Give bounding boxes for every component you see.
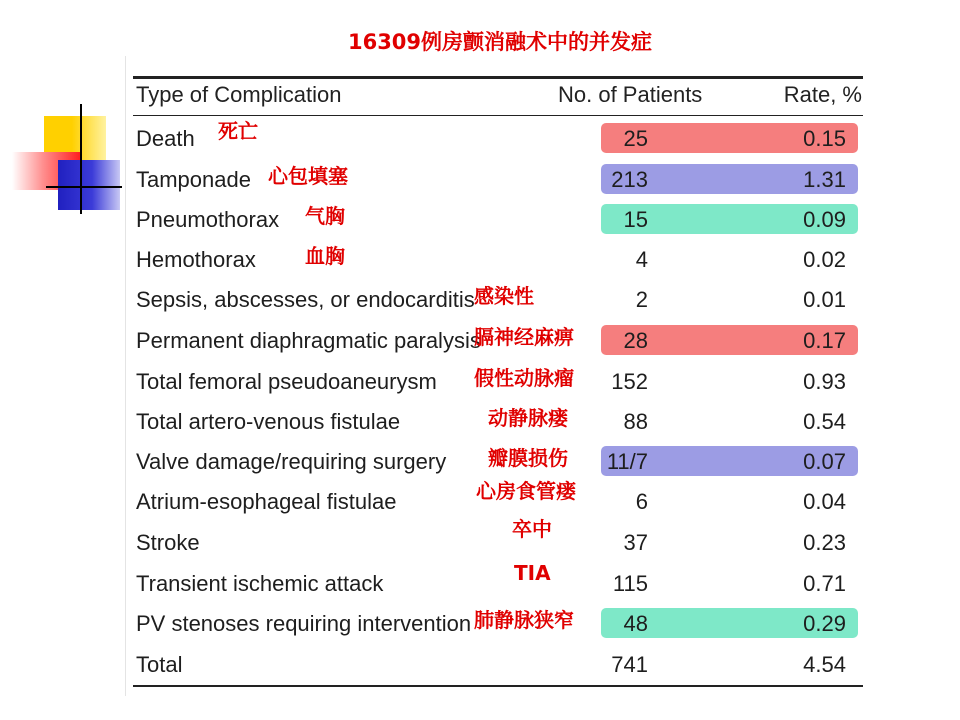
table-row xyxy=(0,606,960,646)
patient-count: 213 xyxy=(611,167,648,192)
complication-type: Total femoral pseudoaneurysm xyxy=(136,369,437,394)
patient-count: 11/7 xyxy=(606,449,648,474)
patient-count: 2 xyxy=(635,287,648,312)
patient-count: 4 xyxy=(635,247,648,272)
complication-type: Death xyxy=(136,126,195,151)
complication-rate: 4.54 xyxy=(803,652,846,677)
chinese-annotation: 假性动脉瘤 xyxy=(474,366,574,390)
complication-rate: 0.93 xyxy=(803,369,846,394)
complication-type: Tamponade xyxy=(136,167,251,192)
complication-type: Permanent diaphragmatic paralysis xyxy=(136,328,481,353)
complication-type: Atrium-esophageal fistulae xyxy=(136,489,397,514)
patient-count: 741 xyxy=(611,652,648,677)
table-header-rule xyxy=(133,115,863,116)
patient-count: 115 xyxy=(612,571,648,596)
complication-rate: 0.29 xyxy=(803,611,846,636)
complication-rate: 0.02 xyxy=(803,247,846,272)
chinese-annotation: 感染性 xyxy=(474,284,534,308)
complication-rate: 0.07 xyxy=(803,449,846,474)
complication-type: Total xyxy=(136,652,183,677)
slide-title: 16309例房颤消融术中的并发症 xyxy=(347,30,653,54)
patient-count: 25 xyxy=(623,126,648,151)
table-row xyxy=(0,162,960,202)
patient-count: 28 xyxy=(623,328,648,353)
complication-type: Valve damage/requiring surgery xyxy=(136,449,447,474)
complication-type: Hemothorax xyxy=(136,247,256,272)
chinese-annotation: 肺静脉狭窄 xyxy=(474,608,574,632)
complication-rate: 0.01 xyxy=(803,287,846,312)
complication-type: Transient ischemic attack xyxy=(136,571,384,596)
patient-count: 88 xyxy=(623,409,648,434)
complication-type: Stroke xyxy=(136,530,200,555)
chinese-annotation: 膈神经麻痹 xyxy=(474,325,574,349)
patient-count: 15 xyxy=(623,207,648,232)
complication-rate: 0.23 xyxy=(803,530,846,555)
table-row xyxy=(0,364,960,404)
patient-count: 37 xyxy=(623,530,648,555)
patient-count: 6 xyxy=(635,489,648,514)
table-row xyxy=(0,517,960,565)
complication-type: Sepsis, abscesses, or endocarditis xyxy=(136,287,475,312)
chinese-annotation: 卒中 xyxy=(512,517,552,541)
chinese-annotation: 动静脉瘘 xyxy=(488,406,568,430)
complication-rate: 0.71 xyxy=(803,571,846,596)
table-row xyxy=(0,561,960,606)
table-row xyxy=(0,242,960,282)
chinese-annotation: 心包填塞 xyxy=(268,164,348,188)
table-row xyxy=(0,202,960,242)
header-rate: Rate, % xyxy=(783,82,862,107)
table-row xyxy=(0,323,960,363)
chinese-annotation: 瓣膜损伤 xyxy=(488,446,568,470)
header-no-of-patients: No. of Patients xyxy=(558,82,703,107)
chinese-annotation: 血胸 xyxy=(305,244,345,268)
chinese-annotation: 心房食管瘘 xyxy=(476,479,576,503)
complication-rate: 0.54 xyxy=(803,409,846,434)
table-row xyxy=(0,479,960,524)
complication-rate: 0.04 xyxy=(803,489,846,514)
chinese-annotation: 气胸 xyxy=(305,204,345,228)
chinese-annotation: 死亡 xyxy=(218,119,258,143)
complication-rate: 0.17 xyxy=(803,328,846,353)
complication-type: Total artero-venous fistulae xyxy=(136,409,401,434)
chinese-annotation: TIA xyxy=(514,561,551,585)
complication-type: PV stenoses requiring intervention xyxy=(136,611,472,636)
complication-rate: 1.31 xyxy=(803,167,846,192)
table-row xyxy=(0,121,960,161)
table-top-rule xyxy=(133,76,863,79)
table-row xyxy=(0,282,960,322)
complication-rate: 0.09 xyxy=(803,207,846,232)
header-type-of-complication: Type of Complication xyxy=(136,82,342,107)
patient-count: 48 xyxy=(623,611,648,636)
complication-type: Pneumothorax xyxy=(136,207,280,232)
complication-rate: 0.15 xyxy=(803,126,846,151)
patient-count: 152 xyxy=(611,369,648,394)
table-row xyxy=(0,647,960,687)
table-row xyxy=(0,404,960,444)
